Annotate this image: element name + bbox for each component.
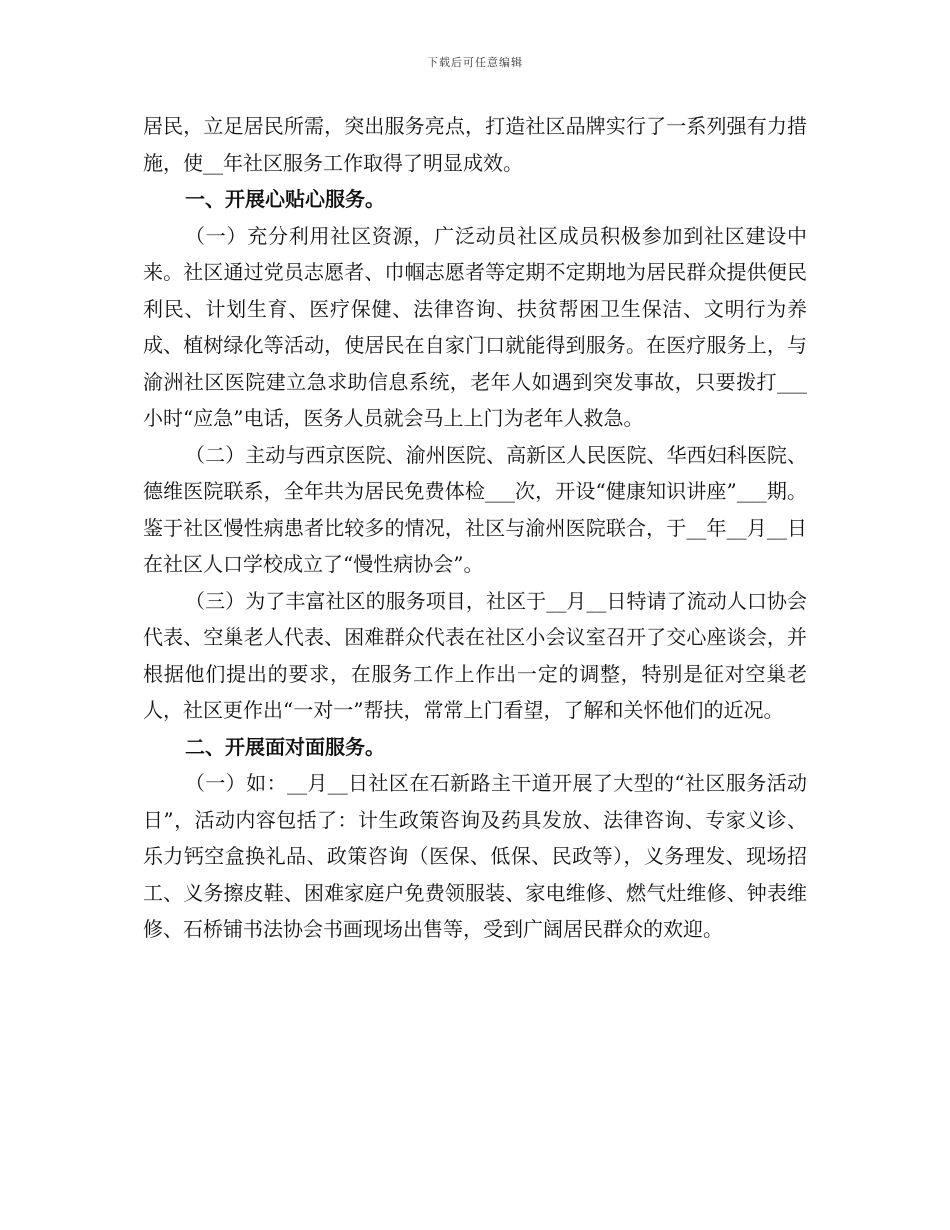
section2-paragraph-1: （一）如：__月__日社区在石新路主干道开展了大型的“社区服务活动日”，活动内容包括了：计生政策咨询及药具发放、法律咨询、专家义诊、乐力钙空盒换礼品、政策咨询（医保、低保、民政等），义务理发、现场招工、义务擦皮鞋、困难家庭户免费领服装、家电维修、燃气灶维修、钟表维修、石桥铺书法协会书画现场出售等，受到广阔居民群众的欢迎。	[143, 771, 807, 941]
section1-paragraph-1: （一）充分利用社区资源，广泛动员社区成员积极参加到社区建设中来。社区通过党员志愿者、巾帼志愿者等定期不定期地为居民群众提供便民利民、计划生育、医疗保健、法律咨询、扶贫帮困卫生保洁、文明行为养成、植树绿化等活动，使居民在自家门口就能得到服务。在医疗服务上，与渝洲社区医院建立急求助信息系统，老年人如遇到突发事故，只要拨打___小时“应急”电话，医务人员就会马上上门为老年人救急。	[143, 223, 807, 430]
section-heading-2: 二、开展面对面服务。	[185, 734, 385, 759]
section1-paragraph-2: （二）主动与西京医院、渝州医院、高新区人民医院、华西妇科医院、德维医院联系，全年共为居民免费体检___次，开设“健康知识讲座”___期。鉴于社区慢性病患者比较多的情况，社区与渝州医院联合，于__年__月__日在社区人口学校成立了“慢性病协会”。	[143, 442, 807, 576]
section-heading-1: 一、开展心贴心服务。	[185, 187, 385, 211]
document-body	[143, 108, 807, 948]
intro-paragraph: 居民，立足居民所需，突出服务亮点，打造社区品牌实行了一系列强有力措施，使__年社区服务工作取得了明显成效。	[143, 114, 807, 175]
page-header: 下载后可任意编辑	[427, 56, 523, 69]
section1-paragraph-3: （三）为了丰富社区的服务项目，社区于__月__日特请了流动人口协会代表、空巢老人代表、困难群众代表在社区小会议室召开了交心座谈会，并根据他们提出的要求，在服务工作上作出一定的调整，特别是征对空巢老人，社区更作出“一对一”帮扶，常常上门看望，了解和关怀他们的近况。	[143, 588, 807, 722]
